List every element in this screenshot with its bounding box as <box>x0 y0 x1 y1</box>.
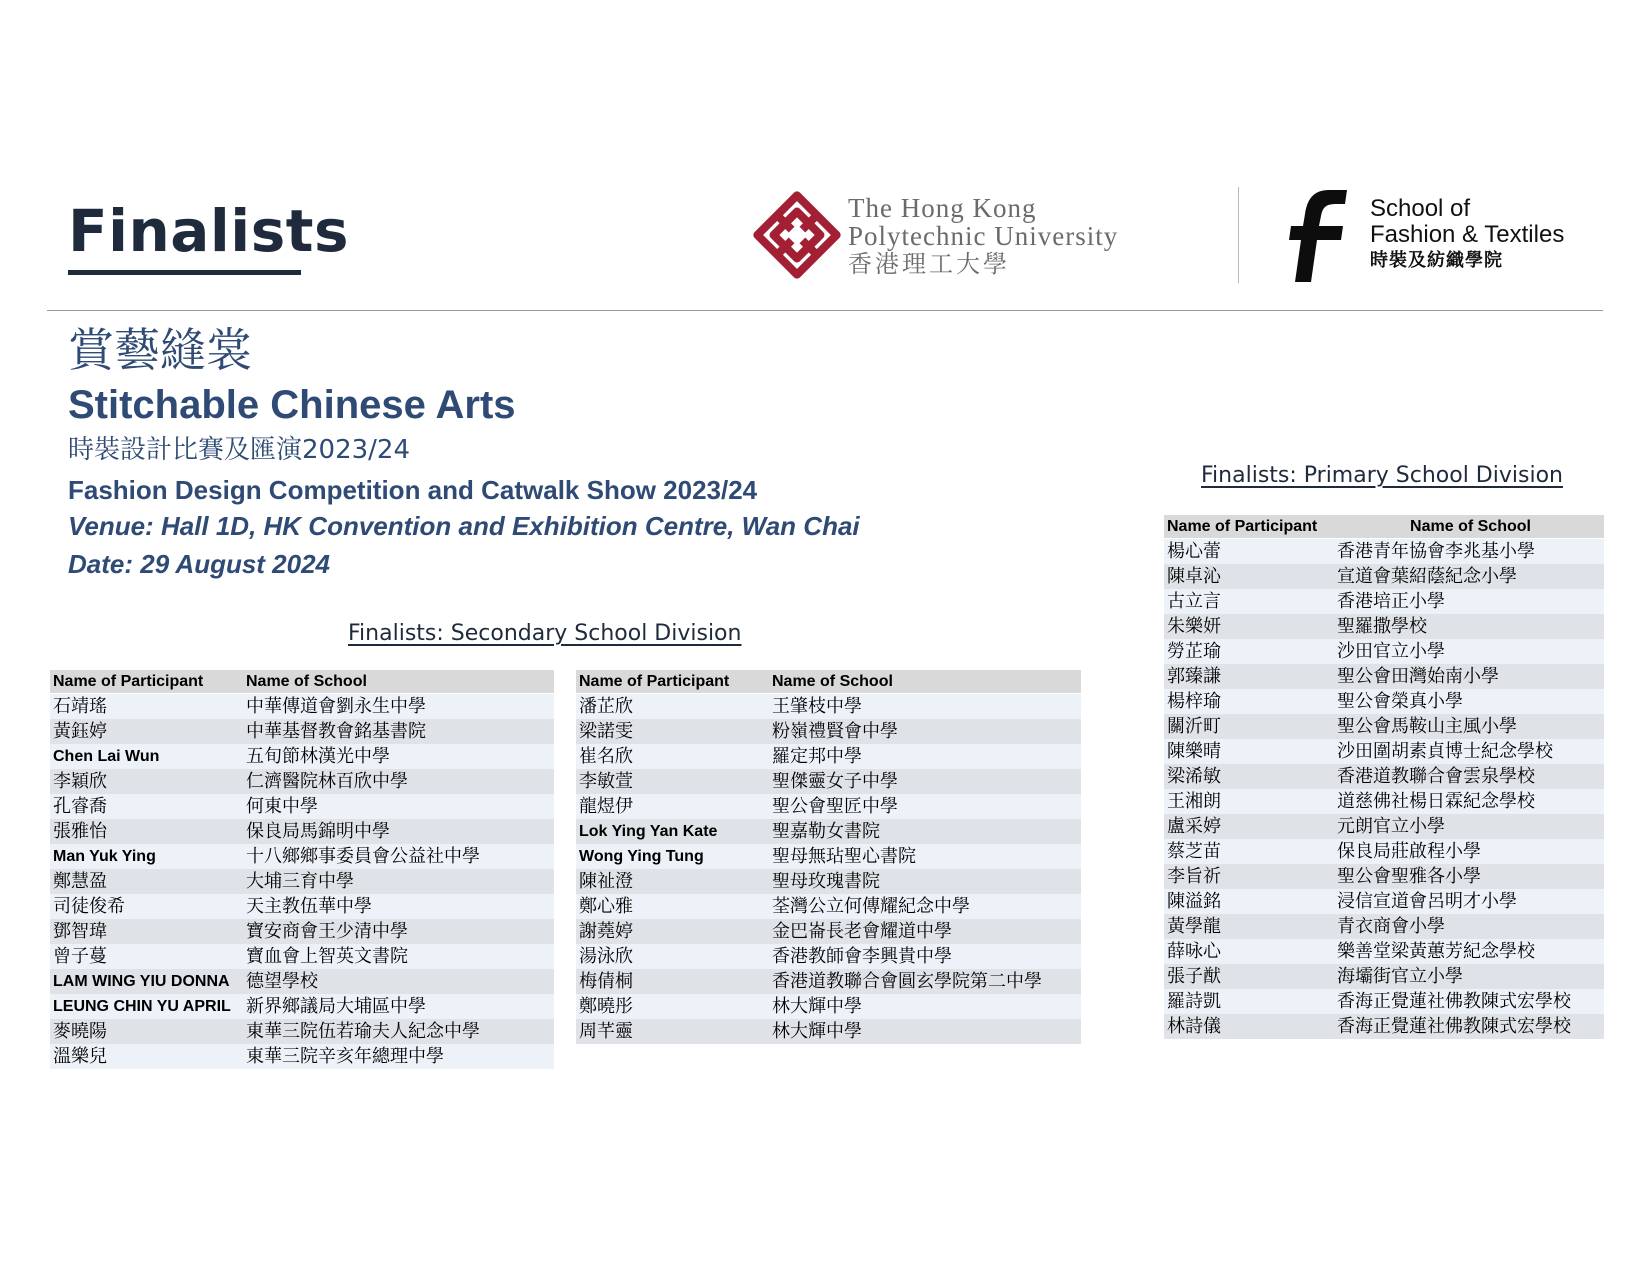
table-row <box>1164 689 1604 714</box>
school-name-cell: 聖公會馬鞍山主風小學 <box>1334 714 1604 739</box>
participant-name-cell: 黃鈺婷 <box>50 719 243 744</box>
school-name-cell: 保良局莊啟程小學 <box>1334 839 1604 864</box>
participant-name-cell: 曾子蔓 <box>50 944 243 969</box>
participant-name-cell: 孔睿喬 <box>50 794 243 819</box>
competition-title-english: Fashion Design Competition and Catwalk Show 2023/24 <box>68 475 758 505</box>
school-name-cell: 沙田官立小學 <box>1334 639 1604 664</box>
table-row <box>1164 789 1604 814</box>
school-name-cell: 德望學校 <box>243 969 554 994</box>
polyu-knot-logo-icon <box>752 190 842 280</box>
participant-name-cell: 林詩儀 <box>1164 1014 1334 1039</box>
event-name-chinese: 賞藝縫裳 <box>68 323 252 377</box>
school-name-cell: 聖母玫瑰書院 <box>769 869 1081 894</box>
participant-name-cell: 朱樂妍 <box>1164 614 1334 639</box>
school-name-cell: 保良局馬錦明中學 <box>243 819 554 844</box>
table-row <box>1164 1014 1604 1039</box>
logo-divider <box>1238 187 1239 283</box>
table-row <box>576 1019 1081 1044</box>
table-row <box>1164 964 1604 989</box>
school-name-cell: 金巴崙長老會耀道中學 <box>769 919 1081 944</box>
table-header-row <box>576 670 1081 694</box>
participant-name-cell: Wong Ying Tung <box>576 844 769 869</box>
polyu-name-line2: Polytechnic University <box>848 221 1119 251</box>
school-name-cell: 東華三院伍若瑜夫人紀念中學 <box>243 1019 554 1044</box>
school-name-cell: 聖公會榮真小學 <box>1334 689 1604 714</box>
event-name-english: Stitchable Chinese Arts <box>68 383 516 427</box>
table-row <box>576 694 1081 720</box>
table-row <box>50 994 554 1019</box>
participant-name-cell: 鄭心雅 <box>576 894 769 919</box>
sft-name-line1: School of <box>1370 195 1471 222</box>
table-header-row <box>50 670 554 694</box>
table-row <box>1164 739 1604 764</box>
school-column-header: Name of School <box>1334 515 1604 539</box>
school-name-cell: 宣道會葉紹蔭紀念小學 <box>1334 564 1604 589</box>
table-row <box>576 994 1081 1019</box>
school-name-cell: 聖羅撒學校 <box>1334 614 1604 639</box>
header-divider <box>47 310 1603 311</box>
school-name-cell: 樂善堂梁黃蕙芳紀念學校 <box>1334 939 1604 964</box>
table-row <box>1164 714 1604 739</box>
participant-name-cell: 羅詩凱 <box>1164 989 1334 1014</box>
sft-f-logo-icon <box>1283 188 1353 284</box>
school-name-cell: 中華基督教會銘基書院 <box>243 719 554 744</box>
school-name-cell: 元朗官立小學 <box>1334 814 1604 839</box>
school-name-cell: 天主教伍華中學 <box>243 894 554 919</box>
participant-name-cell: 關沂町 <box>1164 714 1334 739</box>
table-row <box>50 819 554 844</box>
school-name-cell: 浸信宣道會呂明才小學 <box>1334 889 1604 914</box>
participant-name-cell: 蔡芝苗 <box>1164 839 1334 864</box>
school-name-cell: 十八鄉鄉事委員會公益社中學 <box>243 844 554 869</box>
secondary-division-title: Finalists: Secondary School Division <box>348 621 742 646</box>
school-name-cell: 道慈佛社楊日霖紀念學校 <box>1334 789 1604 814</box>
participant-name-cell: 麥曉陽 <box>50 1019 243 1044</box>
participant-name-cell: 李敏萱 <box>576 769 769 794</box>
participant-name-cell: 謝蕘婷 <box>576 919 769 944</box>
school-name-cell: 香港青年協會李兆基小學 <box>1334 539 1604 565</box>
title-underline <box>68 270 301 275</box>
participant-column-header: Name of Participant <box>576 670 769 694</box>
table-row <box>50 869 554 894</box>
participant-name-cell: Lok Ying Yan Kate <box>576 819 769 844</box>
school-name-cell: 羅定邦中學 <box>769 744 1081 769</box>
participant-name-cell: Man Yuk Ying <box>50 844 243 869</box>
school-name-cell: 香港教師會李興貴中學 <box>769 944 1081 969</box>
table-row <box>1164 639 1604 664</box>
table-row <box>1164 939 1604 964</box>
table-row <box>1164 614 1604 639</box>
competition-title-chinese: 時裝設計比賽及匯演2023/24 <box>68 435 411 465</box>
table-row <box>1164 839 1604 864</box>
table-row <box>50 1044 554 1069</box>
table-row <box>1164 889 1604 914</box>
table-row <box>576 819 1081 844</box>
participant-name-cell: LEUNG CHIN YU APRIL <box>50 994 243 1019</box>
participant-name-cell: 梁浠敏 <box>1164 764 1334 789</box>
secondary-finalists-table-1 <box>50 670 554 1069</box>
table-row <box>1164 814 1604 839</box>
participant-name-cell: 鄭曉彤 <box>576 994 769 1019</box>
school-name-cell: 沙田圍胡素貞博士紀念學校 <box>1334 739 1604 764</box>
participant-name-cell: Chen Lai Wun <box>50 744 243 769</box>
school-name-cell: 香港培正小學 <box>1334 589 1604 614</box>
school-name-cell: 寶血會上智英文書院 <box>243 944 554 969</box>
table-row <box>576 744 1081 769</box>
school-name-cell: 東華三院辛亥年總理中學 <box>243 1044 554 1069</box>
participant-name-cell: 周芊靈 <box>576 1019 769 1044</box>
participant-name-cell: 李旨祈 <box>1164 864 1334 889</box>
table-row <box>50 769 554 794</box>
table-row <box>576 719 1081 744</box>
table-row <box>50 1019 554 1044</box>
primary-finalists-table <box>1164 515 1604 1039</box>
participant-name-cell: 鄧智瑋 <box>50 919 243 944</box>
participant-name-cell: 楊心蕾 <box>1164 539 1334 565</box>
participant-name-cell: 楊梓瑜 <box>1164 689 1334 714</box>
table-row <box>50 694 554 720</box>
participant-name-cell: 陳卓沁 <box>1164 564 1334 589</box>
participant-name-cell: 李穎欣 <box>50 769 243 794</box>
table-row <box>1164 764 1604 789</box>
table-row <box>50 944 554 969</box>
participant-name-cell: LAM WING YIU DONNA <box>50 969 243 994</box>
school-name-cell: 王肇枝中學 <box>769 694 1081 720</box>
table-row <box>1164 664 1604 689</box>
participant-name-cell: 潘芷欣 <box>576 694 769 720</box>
sft-wordmark <box>1370 196 1564 272</box>
school-column-header: Name of School <box>243 670 554 694</box>
school-name-cell: 香海正覺蓮社佛教陳式宏學校 <box>1334 1014 1604 1039</box>
table-row <box>50 744 554 769</box>
school-name-cell: 香海正覺蓮社佛教陳式宏學校 <box>1334 989 1604 1014</box>
participant-name-cell: 郭臻謙 <box>1164 664 1334 689</box>
table-row <box>1164 589 1604 614</box>
school-name-cell: 中華傳道會劉永生中學 <box>243 694 554 720</box>
participant-name-cell: 陳樂晴 <box>1164 739 1334 764</box>
polyu-name-line1: The Hong Kong <box>848 193 1037 223</box>
table-row <box>50 894 554 919</box>
school-name-cell: 粉嶺禮賢會中學 <box>769 719 1081 744</box>
page-title: Finalists <box>68 197 349 265</box>
table-row <box>50 919 554 944</box>
polyu-name-chinese: 香港理工大學 <box>848 252 1010 278</box>
participant-name-cell: 盧采婷 <box>1164 814 1334 839</box>
school-name-cell: 何東中學 <box>243 794 554 819</box>
table-row <box>1164 539 1604 565</box>
event-date: Date: 29 August 2024 <box>68 549 331 579</box>
table-row <box>576 894 1081 919</box>
polyu-wordmark <box>848 194 1118 280</box>
secondary-finalists-table-2 <box>576 670 1081 1044</box>
table-header-row <box>1164 515 1604 539</box>
table-row <box>1164 989 1604 1014</box>
table-row <box>576 869 1081 894</box>
school-name-cell: 聖公會田灣始南小學 <box>1334 664 1604 689</box>
participant-name-cell: 黃學龍 <box>1164 914 1334 939</box>
school-name-cell: 寶安商會王少清中學 <box>243 919 554 944</box>
school-name-cell: 大埔三育中學 <box>243 869 554 894</box>
table-row <box>576 969 1081 994</box>
school-name-cell: 香港道教聯合會圓玄學院第二中學 <box>769 969 1081 994</box>
participant-name-cell: 勞芷瑜 <box>1164 639 1334 664</box>
school-name-cell: 新界鄉議局大埔區中學 <box>243 994 554 1019</box>
participant-name-cell: 陳溢銘 <box>1164 889 1334 914</box>
participant-name-cell: 石靖瑤 <box>50 694 243 720</box>
table-row <box>576 769 1081 794</box>
participant-name-cell: 鄭慧盈 <box>50 869 243 894</box>
participant-name-cell: 梅倩桐 <box>576 969 769 994</box>
participant-name-cell: 張雅怡 <box>50 819 243 844</box>
school-name-cell: 聖公會聖雅各小學 <box>1334 864 1604 889</box>
primary-division-title: Finalists: Primary School Division <box>1201 463 1563 488</box>
participant-column-header: Name of Participant <box>1164 515 1334 539</box>
table-row <box>50 844 554 869</box>
participant-name-cell: 湯泳欣 <box>576 944 769 969</box>
participant-name-cell: 王湘朗 <box>1164 789 1334 814</box>
school-name-cell: 五旬節林漢光中學 <box>243 744 554 769</box>
sft-name-line2: Fashion & Textiles <box>1370 221 1565 248</box>
event-venue: Venue: Hall 1D, HK Convention and Exhibition Centre, Wan Chai <box>68 511 860 541</box>
table-row <box>1164 914 1604 939</box>
table-row <box>576 844 1081 869</box>
school-name-cell: 仁濟醫院林百欣中學 <box>243 769 554 794</box>
school-name-cell: 香港道教聯合會雲泉學校 <box>1334 764 1604 789</box>
school-name-cell: 林大輝中學 <box>769 1019 1081 1044</box>
school-name-cell: 林大輝中學 <box>769 994 1081 1019</box>
participant-name-cell: 梁諾雯 <box>576 719 769 744</box>
participant-column-header: Name of Participant <box>50 670 243 694</box>
table-row <box>576 919 1081 944</box>
participant-name-cell: 溫樂兒 <box>50 1044 243 1069</box>
participant-name-cell: 古立言 <box>1164 589 1334 614</box>
school-name-cell: 聖公會聖匠中學 <box>769 794 1081 819</box>
table-row <box>576 944 1081 969</box>
school-name-cell: 海壩街官立小學 <box>1334 964 1604 989</box>
table-row <box>1164 564 1604 589</box>
school-name-cell: 荃灣公立何傳耀紀念中學 <box>769 894 1081 919</box>
participant-name-cell: 薛咏心 <box>1164 939 1334 964</box>
school-name-cell: 聖傑靈女子中學 <box>769 769 1081 794</box>
participant-name-cell: 龍煜伊 <box>576 794 769 819</box>
participant-name-cell: 張子猷 <box>1164 964 1334 989</box>
table-row <box>50 794 554 819</box>
participant-name-cell: 司徒俊希 <box>50 894 243 919</box>
school-name-cell: 聖母無玷聖心書院 <box>769 844 1081 869</box>
school-name-cell: 聖嘉勒女書院 <box>769 819 1081 844</box>
participant-name-cell: 陳祉澄 <box>576 869 769 894</box>
table-row <box>50 719 554 744</box>
school-column-header: Name of School <box>769 670 1081 694</box>
table-row <box>1164 864 1604 889</box>
table-row <box>50 969 554 994</box>
school-name-cell: 青衣商會小學 <box>1334 914 1604 939</box>
table-row <box>576 794 1081 819</box>
participant-name-cell: 崔名欣 <box>576 744 769 769</box>
sft-name-chinese: 時裝及紡織學院 <box>1370 250 1503 270</box>
